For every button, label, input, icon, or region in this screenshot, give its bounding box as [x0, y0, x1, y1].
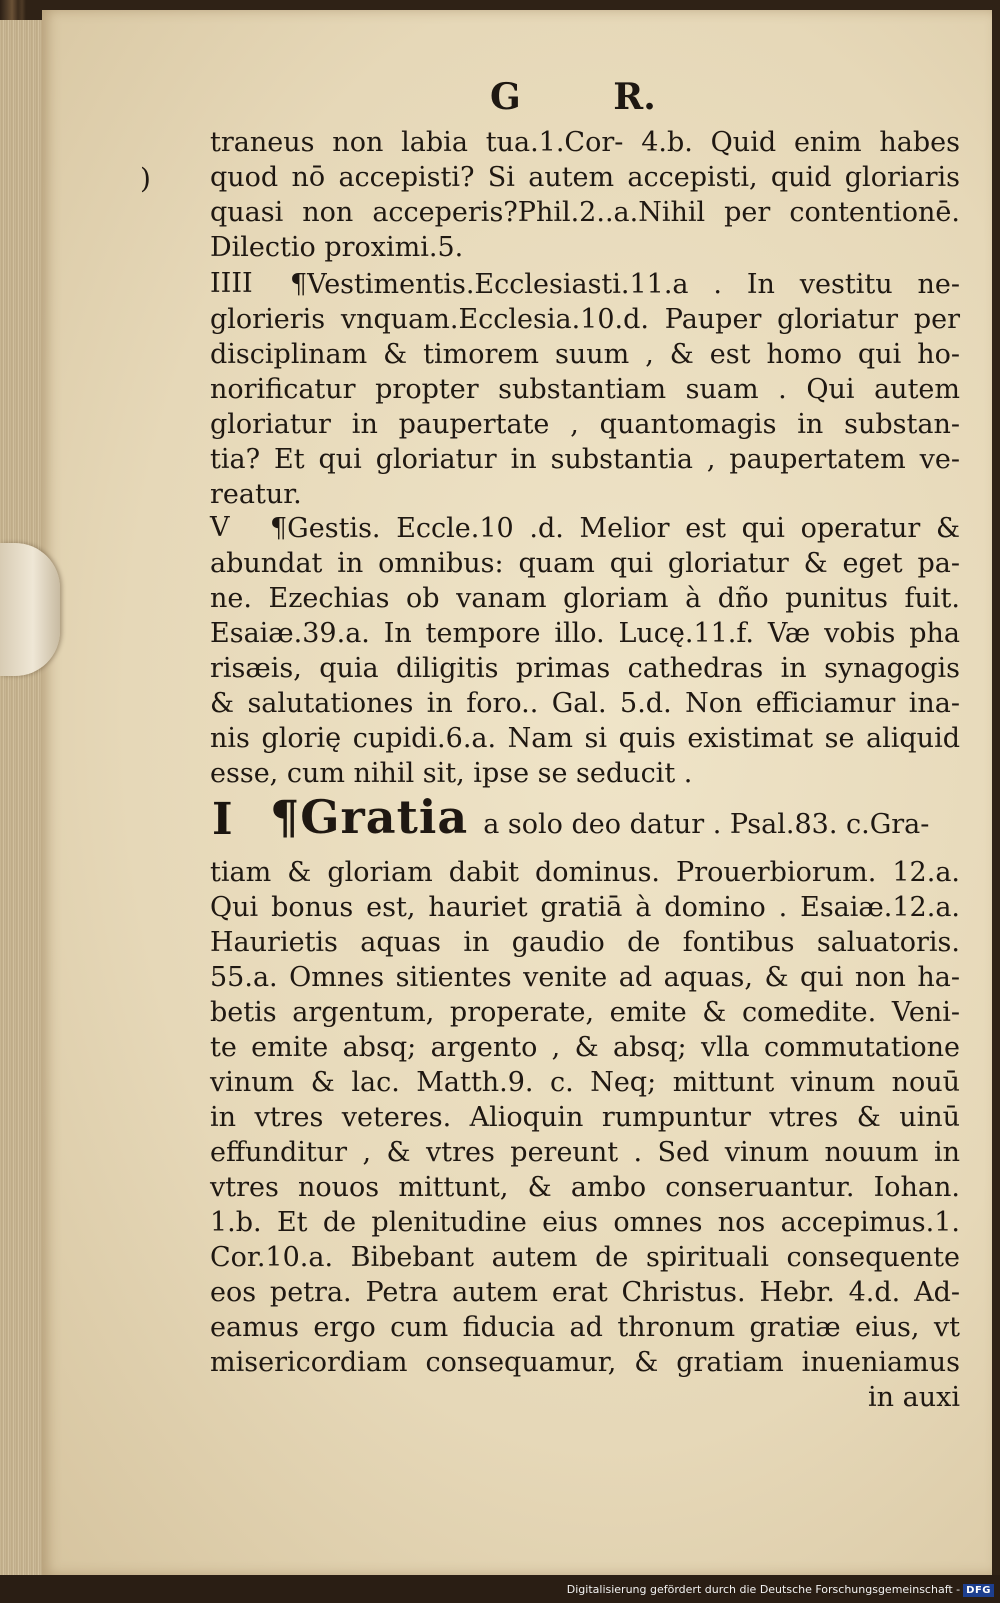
text-line: disciplinam & timorem suum , & est homo qui ho-	[210, 339, 960, 370]
text-line: Esaiæ.39.a. In tempore illo. Lucę.11.f. Væ vobis pha	[210, 618, 960, 649]
book-clasp	[0, 543, 60, 676]
text-line: quod nō accepisti? Si autem accepisti, quid gloriaris	[210, 162, 960, 193]
text-line: eos petra. Petra autem erat Christus. Hebr. 4.d. Ad-	[210, 1277, 960, 1308]
text-line: traneus non labia tua.1.Cor- 4.b. Quid enim habes	[210, 127, 960, 158]
text-line: vtres nouos mittunt, & ambo conseruantur. Iohan.	[210, 1172, 960, 1203]
section-numeral-v: V	[210, 512, 230, 543]
gratia-heading	[270, 790, 960, 844]
text-line: Haurietis aquas in gaudio de fontibus saluatoris.	[210, 927, 960, 958]
text-line: abundat in omnibus: quam qui gloriatur & eget pa-	[210, 548, 960, 579]
text-line: in vtres veteres. Alioquin rumpuntur vtres & uinū	[210, 1102, 960, 1133]
text-line: ¶Vestimentis.Ecclesiasti.11.a . In vestitu ne-	[290, 269, 960, 300]
text-line: te emite absq; argento , & absq; vlla commutatione	[210, 1032, 960, 1063]
text-line: reatur.	[210, 479, 302, 510]
digitization-credit	[567, 1583, 994, 1597]
text-line: nis glorię cupidi.6.a. Nam si quis existimat se aliquid	[210, 723, 960, 754]
section-numeral-iiii: IIII	[210, 268, 253, 299]
text-line: norificatur propter substantiam suam . Qui autem	[210, 374, 960, 405]
gratia-heading-word: ¶Gratia	[270, 790, 469, 844]
text-line: Dilectio proximi.5.	[210, 232, 464, 263]
text-line: esse, cum nihil sit, ipse se seducit .	[210, 758, 693, 789]
text-line: ne. Ezechias ob vanam gloriam à dño punitus fuit.	[210, 583, 960, 614]
text-line: 55.a. Omnes sitientes venite ad aquas, & qui non ha-	[210, 962, 960, 993]
text-line: effunditur , & vtres pereunt . Sed vinum nouum in	[210, 1137, 960, 1168]
text-line: glorieris vnquam.Ecclesia.10.d. Pauper gloriatur per	[210, 304, 960, 335]
text-line: Qui bonus est, hauriet gratiā à domino . Esaiæ.12.a.	[210, 892, 960, 923]
catchword: in auxi	[868, 1382, 960, 1413]
text-line: gloriatur in paupertate , quantomagis in substan-	[210, 409, 960, 440]
text-line: & salutationes in foro.. Gal. 5.d. Non efficiamur ina-	[210, 688, 960, 719]
section-numeral-i: I	[212, 794, 233, 845]
credit-text: Digitalisierung gefördert durch die Deutsche Forschungsgemeinschaft -	[566, 1583, 961, 1596]
text-line: risæis, quia diligitis primas cathedras in synagogis	[210, 653, 960, 684]
show-through-text	[250, 78, 264, 113]
dfg-logo: DFG	[963, 1584, 994, 1597]
gratia-heading-rest: a solo deo datur . Psal.83. c.Gra-	[483, 809, 930, 840]
text-line: tiam & gloriam dabit dominus. Prouerbiorum. 12.a.	[210, 857, 960, 888]
text-line: eamus ergo cum fiducia ad thronum gratiæ eius, vt	[210, 1312, 960, 1343]
page-header: G R.	[490, 76, 656, 118]
text-line: quasi non acceperis?Phil.2..a.Nihil per contentionē.	[210, 197, 960, 228]
text-line: vinum & lac. Matth.9. c. Neq; mittunt vinum nouū	[210, 1067, 960, 1098]
text-line: betis argentum, properate, emite & comedite. Veni-	[210, 997, 960, 1028]
text-line: misericordiam consequamur, & gratiam inueniamus	[210, 1347, 960, 1378]
text-line: Cor.10.a. Bibebant autem de spirituali consequente	[210, 1242, 960, 1273]
text-line: 1.b. Et de plenitudine eius omnes nos accepimus.1.	[210, 1207, 960, 1238]
text-line: tia? Et qui gloriatur in substantia , paupertatem ve-	[210, 444, 960, 475]
text-line: ¶Gestis. Eccle.10 .d. Melior est qui operatur &	[270, 513, 960, 544]
margin-mark: )	[140, 162, 151, 195]
